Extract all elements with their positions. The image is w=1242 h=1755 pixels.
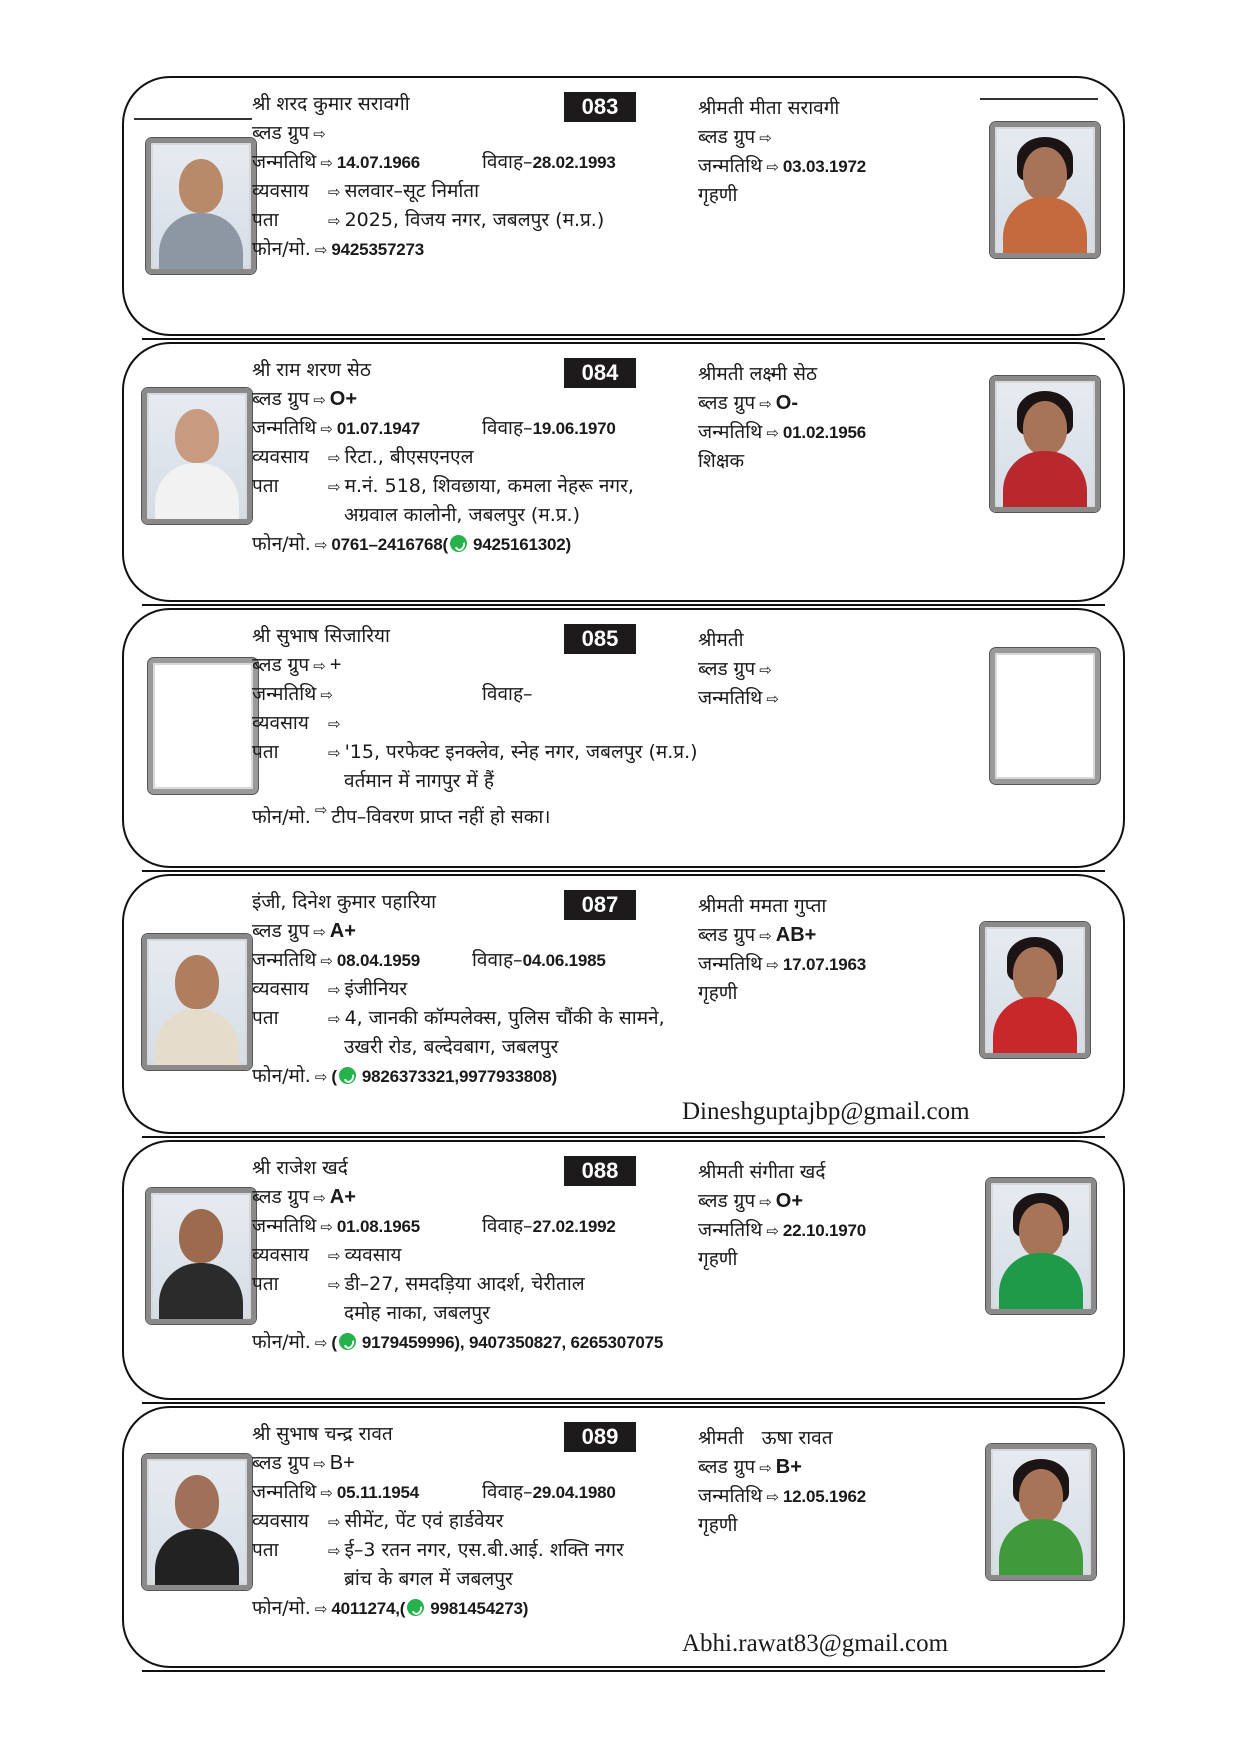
wife-dob: 17.07.1963 xyxy=(782,955,866,974)
husband-details xyxy=(252,888,722,1091)
hollow-right-arrow-icon: ⇨ xyxy=(328,1542,341,1560)
wife-name: श्रीमती संगीता खर्द xyxy=(698,1161,826,1183)
marriage-date: 19.06.1970 xyxy=(532,419,616,438)
hollow-right-arrow-icon: ⇨ xyxy=(328,1247,341,1265)
wife-name: श्रीमती मीता सरावगी xyxy=(698,97,840,119)
phone-label: फोन/मो. xyxy=(252,238,311,260)
hollow-right-arrow-icon: ⇨ xyxy=(313,125,326,143)
hollow-right-arrow-icon: ⇨ xyxy=(320,952,333,970)
dob-label: जन्मतिथि xyxy=(698,155,763,177)
husband-occupation: व्यवसाय xyxy=(344,1244,402,1266)
hollow-right-arrow-icon: ⇨ xyxy=(328,449,341,467)
husband-name: श्री शरद कुमार सरावगी xyxy=(252,93,410,115)
hollow-right-arrow-icon: ⇨ xyxy=(766,1488,779,1506)
dob-label: जन्मतिथि xyxy=(698,1485,763,1507)
occupation-label: व्यवसाय xyxy=(252,978,309,1000)
husband-address: डी–27, समदड़िया आदर्श, चेरीताल xyxy=(344,1273,585,1295)
member-number-badge: 089 xyxy=(564,1422,636,1452)
hollow-right-arrow-icon: ⇨ xyxy=(320,420,333,438)
address-label: पता xyxy=(252,1539,279,1561)
wife-occupation: गृहणी xyxy=(698,982,738,1004)
wife-details xyxy=(698,1158,908,1274)
blood-group-label: ब्लड ग्रुप xyxy=(698,1190,756,1212)
hollow-right-arrow-icon: ⇨ xyxy=(766,1222,779,1240)
hollow-right-arrow-icon: ⇨ xyxy=(759,129,772,147)
wife-dob: 22.10.1970 xyxy=(782,1221,866,1240)
husband-blood-group: + xyxy=(329,654,342,676)
husband-occupation: सीमेंट, पेंट एवं हार्डवेयर xyxy=(344,1510,504,1532)
blood-group-label: ब्लड ग्रुप xyxy=(698,392,756,414)
hollow-right-arrow-icon: ⇨ xyxy=(328,1276,341,1294)
husband-dob: 01.08.1965 xyxy=(336,1217,420,1236)
husband-photo xyxy=(142,388,252,524)
wife-blood-group: AB+ xyxy=(775,924,817,946)
wife-details xyxy=(698,94,908,210)
blood-group-label: ब्लड ग्रुप xyxy=(252,122,310,144)
dob-label: जन्मतिथि xyxy=(252,151,317,173)
marriage-date: 29.04.1980 xyxy=(532,1483,616,1502)
wife-photo-placeholder xyxy=(990,648,1100,784)
husband-name: श्री राम शरण सेठ xyxy=(252,359,371,381)
husband-whatsapp: 9179459996), 9407350827, 6265307075 xyxy=(361,1333,664,1352)
hollow-right-arrow-icon: ⇨ xyxy=(759,927,772,945)
wife-occupation: गृहणी xyxy=(698,1514,738,1536)
member-card-087 xyxy=(122,874,1125,1134)
address-label: पता xyxy=(252,475,279,497)
member-card-084 xyxy=(122,342,1125,602)
decorative-rule xyxy=(980,98,1098,100)
hollow-right-arrow-icon: ⇨ xyxy=(314,1600,328,1618)
husband-details xyxy=(252,1420,722,1623)
dob-label: जन्मतिथि xyxy=(252,1481,317,1503)
wife-photo xyxy=(986,1178,1096,1314)
wife-name: श्रीमती xyxy=(698,629,744,651)
husband-details xyxy=(252,356,722,559)
husband-phone: 4011274,( xyxy=(331,1599,406,1618)
blood-group-label: ब्लड ग्रुप xyxy=(698,1456,756,1478)
blood-group-label: ब्लड ग्रुप xyxy=(698,924,756,946)
husband-name: श्री सुभाष सिजारिया xyxy=(252,625,390,647)
address-label: पता xyxy=(252,1273,279,1295)
occupation-label: व्यवसाय xyxy=(252,446,309,468)
marriage-date: 27.02.1992 xyxy=(532,1217,616,1236)
marriage-label: विवाह– xyxy=(472,949,523,971)
hollow-right-arrow-icon: ⇨ xyxy=(328,1010,341,1028)
marriage-label: विवाह– xyxy=(482,151,533,173)
hollow-right-arrow-icon: ⇨ xyxy=(320,1218,333,1236)
wife-photo xyxy=(990,376,1100,512)
husband-name: श्री राजेश खर्द xyxy=(252,1157,348,1179)
wife-details xyxy=(698,892,908,1008)
wife-blood-group: O- xyxy=(775,392,798,414)
marriage-date: 28.02.1993 xyxy=(532,153,616,172)
husband-photo-placeholder xyxy=(148,658,258,794)
husband-name: श्री सुभाष चन्द्र रावत xyxy=(252,1423,393,1445)
husband-phone: ( xyxy=(331,1333,337,1352)
husband-address: 2025, विजय नगर, जबलपुर (म.प्र.) xyxy=(344,209,605,231)
blood-group-label: ब्लड ग्रुप xyxy=(252,920,310,942)
dob-label: जन्मतिथि xyxy=(698,421,763,443)
husband-phone: 0761–2416768( xyxy=(331,535,448,554)
email-address[interactable]: Abhi.rawat83@gmail.com xyxy=(682,1630,949,1657)
wife-photo xyxy=(990,122,1100,258)
dob-label: जन्मतिथि xyxy=(698,1219,763,1241)
marriage-date: 04.06.1985 xyxy=(522,951,606,970)
email-address[interactable]: Dineshguptajbp@gmail.com xyxy=(682,1098,970,1125)
hollow-right-arrow-icon: ⇨ xyxy=(766,690,779,708)
blood-group-label: ब्लड ग्रुप xyxy=(698,658,756,680)
occupation-label: व्यवसाय xyxy=(252,180,309,202)
member-card-088 xyxy=(122,1140,1125,1400)
husband-address: म.नं. 518, शिवछाया, कमला नेहरू नगर, xyxy=(344,475,634,497)
hollow-right-arrow-icon: ⇨ xyxy=(328,212,341,230)
marriage-label: विवाह– xyxy=(482,1215,533,1237)
address-label: पता xyxy=(252,209,279,231)
dob-label: जन्मतिथि xyxy=(252,683,317,705)
husband-photo xyxy=(142,934,252,1070)
decorative-rule xyxy=(134,118,252,120)
husband-whatsapp: 9981454273) xyxy=(430,1599,529,1618)
dob-label: जन्मतिथि xyxy=(252,1215,317,1237)
whatsapp-icon xyxy=(339,1333,356,1350)
hollow-right-arrow-icon: ⇨ xyxy=(759,661,772,679)
marriage-label: विवाह– xyxy=(482,683,533,705)
blood-group-label: ब्लड ग्रुप xyxy=(252,388,310,410)
hollow-right-arrow-icon: ⇨ xyxy=(313,1455,326,1473)
husband-address: ई–3 रतन नगर, एस.बी.आई. शक्ति नगर xyxy=(344,1539,624,1561)
hollow-right-arrow-icon: ⇨ xyxy=(313,923,326,941)
phone-label: फोन/मो. xyxy=(252,533,311,555)
husband-details xyxy=(252,622,722,828)
address-label: पता xyxy=(252,1007,279,1029)
husband-blood-group: O+ xyxy=(329,388,358,410)
member-card-085 xyxy=(122,608,1125,868)
occupation-label: व्यवसाय xyxy=(252,1244,309,1266)
address-label: पता xyxy=(252,741,279,763)
hollow-right-arrow-icon: ⇨ xyxy=(314,1068,328,1086)
hollow-right-arrow-icon: ⇨ xyxy=(328,715,341,733)
husband-address-line2: दमोह नाका, जबलपुर xyxy=(344,1302,490,1324)
husband-address-line2: वर्तमान में नागपुर में हैं xyxy=(344,770,494,792)
wife-dob: 01.02.1956 xyxy=(782,423,866,442)
wife-name: श्रीमती लक्ष्मी सेठ xyxy=(698,363,818,385)
hollow-right-arrow-icon: ⇨ xyxy=(320,686,333,704)
hollow-right-arrow-icon: ⇨ xyxy=(320,1484,333,1502)
hollow-right-arrow-icon: ⇨ xyxy=(759,1193,772,1211)
marriage-label: विवाह– xyxy=(482,417,533,439)
husband-whatsapp: 9826373321,9977933808) xyxy=(361,1067,557,1086)
husband-dob: 05.11.1954 xyxy=(336,1483,420,1502)
dob-label: जन्मतिथि xyxy=(252,949,317,971)
husband-occupation: रिटा., बीएसएनएल xyxy=(344,446,474,468)
occupation-label: व्यवसाय xyxy=(252,1510,309,1532)
hollow-right-arrow-icon: ⇨ xyxy=(328,183,341,201)
whatsapp-icon xyxy=(450,535,467,552)
husband-occupation: सलवार–सूट निर्माता xyxy=(344,180,480,202)
wife-name: श्रीमती ऊषा रावत xyxy=(698,1427,833,1449)
husband-photo xyxy=(146,138,256,274)
member-number-badge: 087 xyxy=(564,890,636,920)
husband-name: इंजी, दिनेश कुमार पहारिया xyxy=(252,891,437,913)
wife-photo xyxy=(980,922,1090,1058)
husband-address: 4, जानकी कॉम्पलेक्स, पुलिस चौंकी के सामने, xyxy=(344,1007,665,1029)
hollow-right-arrow-icon: ⇨ xyxy=(766,158,779,176)
husband-address-line2: ब्रांच के बगल में जबलपुर xyxy=(344,1568,513,1590)
whatsapp-icon xyxy=(339,1067,356,1084)
husband-blood-group: A+ xyxy=(329,1186,356,1208)
husband-details xyxy=(252,1154,722,1357)
wife-occupation: शिक्षक xyxy=(698,450,745,472)
husband-phone: ( xyxy=(331,1067,337,1086)
hollow-right-arrow-icon: ⇨ xyxy=(314,241,328,259)
whatsapp-icon xyxy=(407,1599,424,1616)
wife-dob: 03.03.1972 xyxy=(782,157,866,176)
blood-group-label: ब्लड ग्रुप xyxy=(252,1186,310,1208)
phone-label: फोन/मो. xyxy=(252,806,311,828)
marriage-label: विवाह– xyxy=(482,1481,533,1503)
hollow-right-arrow-icon: ⇨ xyxy=(328,478,341,496)
phone-label: फोन/मो. xyxy=(252,1065,311,1087)
wife-details xyxy=(698,1424,908,1540)
wife-blood-group: B+ xyxy=(775,1456,802,1478)
husband-phone: 9425357273 xyxy=(331,240,424,259)
blood-group-label: ब्लड ग्रुप xyxy=(252,654,310,676)
hollow-right-arrow-icon: ⇨ xyxy=(766,956,779,974)
hollow-right-arrow-icon: ⇨ xyxy=(314,801,328,819)
hollow-right-arrow-icon: ⇨ xyxy=(766,424,779,442)
wife-dob: 12.05.1962 xyxy=(782,1487,866,1506)
husband-address-line2: अग्रवाल कालोनी, जबलपुर (म.प्र.) xyxy=(344,504,581,526)
member-number-badge: 084 xyxy=(564,358,636,388)
hollow-right-arrow-icon: ⇨ xyxy=(313,1189,326,1207)
wife-photo xyxy=(986,1444,1096,1580)
member-card-089 xyxy=(122,1406,1125,1668)
member-card-083 xyxy=(122,76,1125,336)
hollow-right-arrow-icon: ⇨ xyxy=(328,981,341,999)
occupation-label: व्यवसाय xyxy=(252,712,309,734)
husband-dob: 14.07.1966 xyxy=(336,153,420,172)
husband-address-line2: उखरी रोड, बल्देवबाग, जबलपुर xyxy=(344,1036,559,1058)
husband-whatsapp: 9425161302) xyxy=(472,535,571,554)
husband-photo xyxy=(142,1454,252,1590)
hollow-right-arrow-icon: ⇨ xyxy=(759,1459,772,1477)
member-number-badge: 083 xyxy=(564,92,636,122)
hollow-right-arrow-icon: ⇨ xyxy=(328,1513,341,1531)
husband-blood-group: B+ xyxy=(329,1452,355,1474)
wife-blood-group: O+ xyxy=(775,1190,804,1212)
wife-details xyxy=(698,360,908,476)
dob-label: जन्मतिथि xyxy=(252,417,317,439)
dob-label: जन्मतिथि xyxy=(698,687,763,709)
member-number-badge: 085 xyxy=(564,624,636,654)
hollow-right-arrow-icon: ⇨ xyxy=(313,391,326,409)
husband-blood-group: A+ xyxy=(329,920,356,942)
wife-details xyxy=(698,626,908,713)
hollow-right-arrow-icon: ⇨ xyxy=(314,1334,328,1352)
hollow-right-arrow-icon: ⇨ xyxy=(314,536,328,554)
wife-name: श्रीमती ममता गुप्ता xyxy=(698,895,827,917)
dob-label: जन्मतिथि xyxy=(698,953,763,975)
husband-occupation: इंजीनियर xyxy=(344,978,408,1000)
wife-occupation: गृहणी xyxy=(698,184,738,206)
hollow-right-arrow-icon: ⇨ xyxy=(313,657,326,675)
husband-address: '15, परफेक्ट इनक्लेव, स्नेह नगर, जबलपुर (म.प्र.) xyxy=(344,741,698,763)
wife-occupation: गृहणी xyxy=(698,1248,738,1270)
husband-dob: 01.07.1947 xyxy=(336,419,420,438)
husband-phone-note: टीप–विवरण प्राप्त नहीं हो सका। xyxy=(331,806,551,828)
phone-label: फोन/मो. xyxy=(252,1597,311,1619)
husband-dob: 08.04.1959 xyxy=(336,951,420,970)
hollow-right-arrow-icon: ⇨ xyxy=(320,154,333,172)
blood-group-label: ब्लड ग्रुप xyxy=(252,1452,310,1474)
member-number-badge: 088 xyxy=(564,1156,636,1186)
husband-details xyxy=(252,90,722,264)
husband-photo xyxy=(146,1188,256,1324)
hollow-right-arrow-icon: ⇨ xyxy=(328,744,341,762)
hollow-right-arrow-icon: ⇨ xyxy=(759,395,772,413)
blood-group-label: ब्लड ग्रुप xyxy=(698,126,756,148)
phone-label: फोन/मो. xyxy=(252,1331,311,1353)
